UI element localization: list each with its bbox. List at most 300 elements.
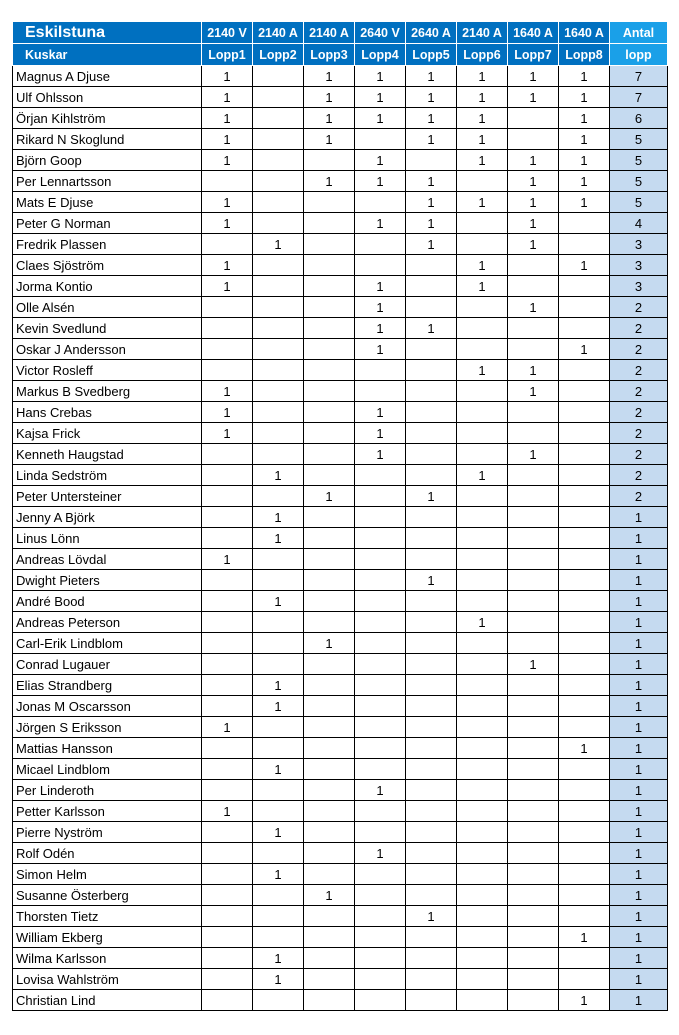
total-cell: 1 [610, 759, 668, 780]
driver-name: Jörgen S Eriksson [13, 717, 202, 738]
race-cell [559, 780, 610, 801]
driver-name: Mats E Djuse [13, 192, 202, 213]
total-cell: 1 [610, 927, 668, 948]
race-cell: 1 [457, 360, 508, 381]
race-cell [355, 675, 406, 696]
race-cell [559, 675, 610, 696]
race-distance-header: 2140 A [253, 22, 304, 44]
race-cell: 1 [559, 255, 610, 276]
race-cell [406, 969, 457, 990]
race-label-header: Lopp6 [457, 44, 508, 66]
total-cell: 1 [610, 507, 668, 528]
table-row [13, 381, 668, 402]
total-cell: 1 [610, 780, 668, 801]
race-cell [304, 696, 355, 717]
race-cell: 1 [355, 444, 406, 465]
total-cell: 2 [610, 339, 668, 360]
race-cell [508, 906, 559, 927]
race-cell [202, 171, 253, 192]
race-cell [406, 276, 457, 297]
table-row [13, 927, 668, 948]
driver-name: Per Lennartsson [13, 171, 202, 192]
total-cell: 3 [610, 255, 668, 276]
race-cell [304, 360, 355, 381]
race-cell: 1 [202, 192, 253, 213]
race-cell [304, 759, 355, 780]
race-cell [253, 801, 304, 822]
total-cell: 1 [610, 654, 668, 675]
total-cell: 1 [610, 948, 668, 969]
table-row [13, 591, 668, 612]
race-cell: 1 [304, 633, 355, 654]
driver-name: Petter Karlsson [13, 801, 202, 822]
race-cell [253, 927, 304, 948]
race-cell: 1 [202, 801, 253, 822]
driver-name: Ulf Ohlsson [13, 87, 202, 108]
race-cell: 1 [406, 234, 457, 255]
race-cell [253, 444, 304, 465]
table-row [13, 822, 668, 843]
race-cell [253, 990, 304, 1011]
race-cell: 1 [457, 276, 508, 297]
race-cell [508, 402, 559, 423]
race-cell [457, 885, 508, 906]
race-cell [508, 339, 559, 360]
race-cell [202, 675, 253, 696]
total-cell: 1 [610, 864, 668, 885]
race-cell [253, 717, 304, 738]
driver-name: Susanne Österberg [13, 885, 202, 906]
driver-name: Wilma Karlsson [13, 948, 202, 969]
driver-name: Linus Lönn [13, 528, 202, 549]
race-cell [355, 381, 406, 402]
driver-name: Olle Alsén [13, 297, 202, 318]
race-cell: 1 [508, 234, 559, 255]
race-cell [457, 990, 508, 1011]
race-cell [355, 696, 406, 717]
race-cell [457, 318, 508, 339]
race-cell [406, 822, 457, 843]
race-cell: 1 [457, 150, 508, 171]
race-cell: 1 [253, 234, 304, 255]
total-cell: 6 [610, 108, 668, 129]
race-cell: 1 [253, 675, 304, 696]
race-cell [508, 948, 559, 969]
race-cell [304, 612, 355, 633]
race-cell [406, 675, 457, 696]
race-cell [457, 234, 508, 255]
race-cell [355, 927, 406, 948]
race-cell [202, 444, 253, 465]
race-cell: 1 [559, 171, 610, 192]
header-row-bottom [13, 44, 668, 66]
race-cell [355, 654, 406, 675]
race-cell [457, 738, 508, 759]
race-cell: 1 [457, 255, 508, 276]
race-cell [457, 591, 508, 612]
race-cell: 1 [508, 381, 559, 402]
driver-name: Peter Untersteiner [13, 486, 202, 507]
race-cell [457, 402, 508, 423]
race-cell: 1 [559, 87, 610, 108]
race-cell [508, 864, 559, 885]
race-label-header: Lopp4 [355, 44, 406, 66]
race-cell [355, 801, 406, 822]
race-cell: 1 [508, 297, 559, 318]
driver-name: William Ekberg [13, 927, 202, 948]
race-cell: 1 [355, 87, 406, 108]
total-cell: 5 [610, 171, 668, 192]
race-cell [202, 990, 253, 1011]
race-cell [202, 528, 253, 549]
race-cell [457, 423, 508, 444]
race-cell: 1 [559, 192, 610, 213]
table-row [13, 171, 668, 192]
race-cell [406, 381, 457, 402]
race-cell [355, 528, 406, 549]
driver-name: Simon Helm [13, 864, 202, 885]
race-cell: 1 [304, 171, 355, 192]
race-cell: 1 [253, 591, 304, 612]
race-cell [202, 948, 253, 969]
race-cell [406, 444, 457, 465]
race-cell: 1 [253, 507, 304, 528]
total-cell: 1 [610, 696, 668, 717]
race-cell: 1 [508, 192, 559, 213]
race-cell [457, 759, 508, 780]
total-cell: 1 [610, 591, 668, 612]
race-label-header: Lopp1 [202, 44, 253, 66]
race-cell [457, 297, 508, 318]
race-cell [253, 633, 304, 654]
race-cell [304, 339, 355, 360]
race-cell [406, 591, 457, 612]
race-cell [355, 948, 406, 969]
driver-name: Linda Sedström [13, 465, 202, 486]
race-cell [253, 381, 304, 402]
driver-name: Kevin Svedlund [13, 318, 202, 339]
race-cell: 1 [508, 150, 559, 171]
race-cell [457, 948, 508, 969]
race-cell [559, 549, 610, 570]
race-cell: 1 [559, 990, 610, 1011]
race-cell [406, 612, 457, 633]
race-cell: 1 [355, 843, 406, 864]
total-cell: 1 [610, 843, 668, 864]
race-cell [508, 570, 559, 591]
race-cell [202, 654, 253, 675]
race-cell [304, 990, 355, 1011]
race-cell [202, 780, 253, 801]
total-header-top: Antal [610, 22, 668, 44]
race-cell [406, 990, 457, 1011]
race-cell: 1 [508, 360, 559, 381]
race-cell [559, 402, 610, 423]
race-cell [202, 234, 253, 255]
table-row [13, 486, 668, 507]
race-cell [304, 591, 355, 612]
table-row [13, 507, 668, 528]
race-cell [304, 402, 355, 423]
race-cell [355, 717, 406, 738]
race-cell [202, 507, 253, 528]
race-cell: 1 [457, 129, 508, 150]
race-cell: 1 [559, 129, 610, 150]
race-cell [253, 318, 304, 339]
total-cell: 1 [610, 801, 668, 822]
race-cell [508, 507, 559, 528]
race-cell [253, 255, 304, 276]
race-cell: 1 [406, 192, 457, 213]
race-cell: 1 [457, 465, 508, 486]
total-cell: 2 [610, 486, 668, 507]
race-cell: 1 [406, 66, 457, 87]
race-cell: 1 [406, 318, 457, 339]
race-cell [508, 780, 559, 801]
driver-name: Jenny A Björk [13, 507, 202, 528]
race-cell [559, 801, 610, 822]
race-cell [406, 843, 457, 864]
race-cell: 1 [304, 885, 355, 906]
race-cell [304, 780, 355, 801]
race-distance-header: 2140 A [304, 22, 355, 44]
total-cell: 2 [610, 465, 668, 486]
race-cell [457, 633, 508, 654]
race-cell: 1 [457, 108, 508, 129]
race-cell [406, 297, 457, 318]
race-cell [406, 507, 457, 528]
race-cell: 1 [406, 906, 457, 927]
race-cell: 1 [508, 654, 559, 675]
race-cell: 1 [355, 108, 406, 129]
table-row [13, 339, 668, 360]
race-cell [559, 885, 610, 906]
race-cell: 1 [304, 66, 355, 87]
driver-name: Jorma Kontio [13, 276, 202, 297]
table-row [13, 948, 668, 969]
race-cell: 1 [406, 87, 457, 108]
race-cell [508, 843, 559, 864]
race-cell [457, 213, 508, 234]
race-cell [508, 528, 559, 549]
race-cell [253, 843, 304, 864]
driver-name: Victor Rosleff [13, 360, 202, 381]
driver-name: Kajsa Frick [13, 423, 202, 444]
race-cell: 1 [202, 402, 253, 423]
race-cell [253, 108, 304, 129]
race-cell [202, 612, 253, 633]
driver-name: Peter G Norman [13, 213, 202, 234]
race-cell: 1 [559, 927, 610, 948]
race-cell [253, 612, 304, 633]
race-cell [304, 654, 355, 675]
table-row [13, 318, 668, 339]
race-distance-header: 2140 A [457, 22, 508, 44]
race-cell [253, 129, 304, 150]
total-cell: 2 [610, 318, 668, 339]
race-cell [406, 717, 457, 738]
race-cell [559, 423, 610, 444]
race-cell: 1 [508, 66, 559, 87]
race-cell [304, 570, 355, 591]
race-cell: 1 [304, 129, 355, 150]
table-row [13, 192, 668, 213]
race-cell [304, 507, 355, 528]
race-cell [457, 381, 508, 402]
race-cell [559, 570, 610, 591]
race-cell [508, 990, 559, 1011]
race-cell [559, 696, 610, 717]
race-cell: 1 [202, 87, 253, 108]
table-row [13, 444, 668, 465]
race-cell [202, 822, 253, 843]
race-cell [304, 738, 355, 759]
driver-name: Fredrik Plassen [13, 234, 202, 255]
race-cell [508, 675, 559, 696]
race-cell [304, 444, 355, 465]
total-cell: 1 [610, 612, 668, 633]
driver-name: Hans Crebas [13, 402, 202, 423]
race-cell [253, 423, 304, 444]
race-cell: 1 [406, 108, 457, 129]
race-cell [253, 738, 304, 759]
race-cell: 1 [406, 213, 457, 234]
race-cell [559, 822, 610, 843]
race-cell [457, 654, 508, 675]
race-cell: 1 [508, 444, 559, 465]
table-row [13, 108, 668, 129]
race-distance-header: 1640 A [508, 22, 559, 44]
driver-name: Thorsten Tietz [13, 906, 202, 927]
race-cell [355, 822, 406, 843]
race-cell: 1 [253, 465, 304, 486]
race-cell [253, 360, 304, 381]
race-cell [457, 486, 508, 507]
race-cell: 1 [202, 150, 253, 171]
race-cell [406, 927, 457, 948]
table-row [13, 234, 668, 255]
race-cell [202, 864, 253, 885]
race-cell [202, 843, 253, 864]
race-cell [457, 906, 508, 927]
track-title: Eskilstuna [13, 22, 202, 44]
table-row [13, 864, 668, 885]
race-cell [457, 507, 508, 528]
race-cell [559, 528, 610, 549]
table-row [13, 885, 668, 906]
race-cell [559, 444, 610, 465]
race-cell [508, 465, 559, 486]
race-cell [508, 717, 559, 738]
race-cell [304, 423, 355, 444]
driver-name: Oskar J Andersson [13, 339, 202, 360]
race-cell [304, 801, 355, 822]
drivers-table [12, 21, 668, 1011]
total-cell: 5 [610, 192, 668, 213]
race-cell [304, 213, 355, 234]
race-cell: 1 [457, 192, 508, 213]
race-cell: 1 [253, 822, 304, 843]
race-cell [253, 276, 304, 297]
race-cell: 1 [202, 276, 253, 297]
race-cell [559, 591, 610, 612]
total-cell: 1 [610, 885, 668, 906]
race-cell: 1 [202, 381, 253, 402]
total-cell: 1 [610, 822, 668, 843]
race-cell [355, 738, 406, 759]
race-cell [304, 234, 355, 255]
total-cell: 2 [610, 381, 668, 402]
race-cell [202, 318, 253, 339]
race-cell [559, 612, 610, 633]
race-cell [457, 717, 508, 738]
race-cell [304, 276, 355, 297]
total-header-bottom: lopp [610, 44, 668, 66]
table-row [13, 360, 668, 381]
race-cell: 1 [355, 402, 406, 423]
total-cell: 1 [610, 549, 668, 570]
header-row-top [13, 22, 668, 44]
race-cell [406, 633, 457, 654]
race-cell [457, 927, 508, 948]
race-cell [253, 192, 304, 213]
race-cell [304, 381, 355, 402]
race-cell: 1 [253, 969, 304, 990]
table-row [13, 969, 668, 990]
race-cell [406, 696, 457, 717]
table-row [13, 150, 668, 171]
race-cell [304, 465, 355, 486]
driver-name: Jonas M Oscarsson [13, 696, 202, 717]
race-cell [202, 360, 253, 381]
race-cell [253, 297, 304, 318]
table-row [13, 276, 668, 297]
race-cell: 1 [355, 171, 406, 192]
race-cell [508, 549, 559, 570]
race-cell [202, 696, 253, 717]
race-cell [457, 696, 508, 717]
race-cell: 1 [559, 339, 610, 360]
race-cell: 1 [355, 276, 406, 297]
race-cell [508, 801, 559, 822]
table-row [13, 297, 668, 318]
race-cell [559, 948, 610, 969]
race-cell [406, 465, 457, 486]
race-cell [508, 822, 559, 843]
total-cell: 2 [610, 402, 668, 423]
table-row [13, 402, 668, 423]
table-row [13, 570, 668, 591]
total-cell: 1 [610, 528, 668, 549]
race-cell: 1 [508, 171, 559, 192]
race-cell [508, 738, 559, 759]
race-cell [355, 612, 406, 633]
race-distance-header: 2640 A [406, 22, 457, 44]
race-cell [406, 360, 457, 381]
total-cell: 1 [610, 906, 668, 927]
race-label-header: Lopp8 [559, 44, 610, 66]
race-cell [304, 906, 355, 927]
race-cell [253, 654, 304, 675]
race-cell [508, 129, 559, 150]
race-cell [559, 234, 610, 255]
race-cell [253, 339, 304, 360]
race-cell: 1 [355, 150, 406, 171]
race-cell [304, 318, 355, 339]
race-cell [253, 906, 304, 927]
race-cell: 1 [202, 423, 253, 444]
race-cell [508, 255, 559, 276]
